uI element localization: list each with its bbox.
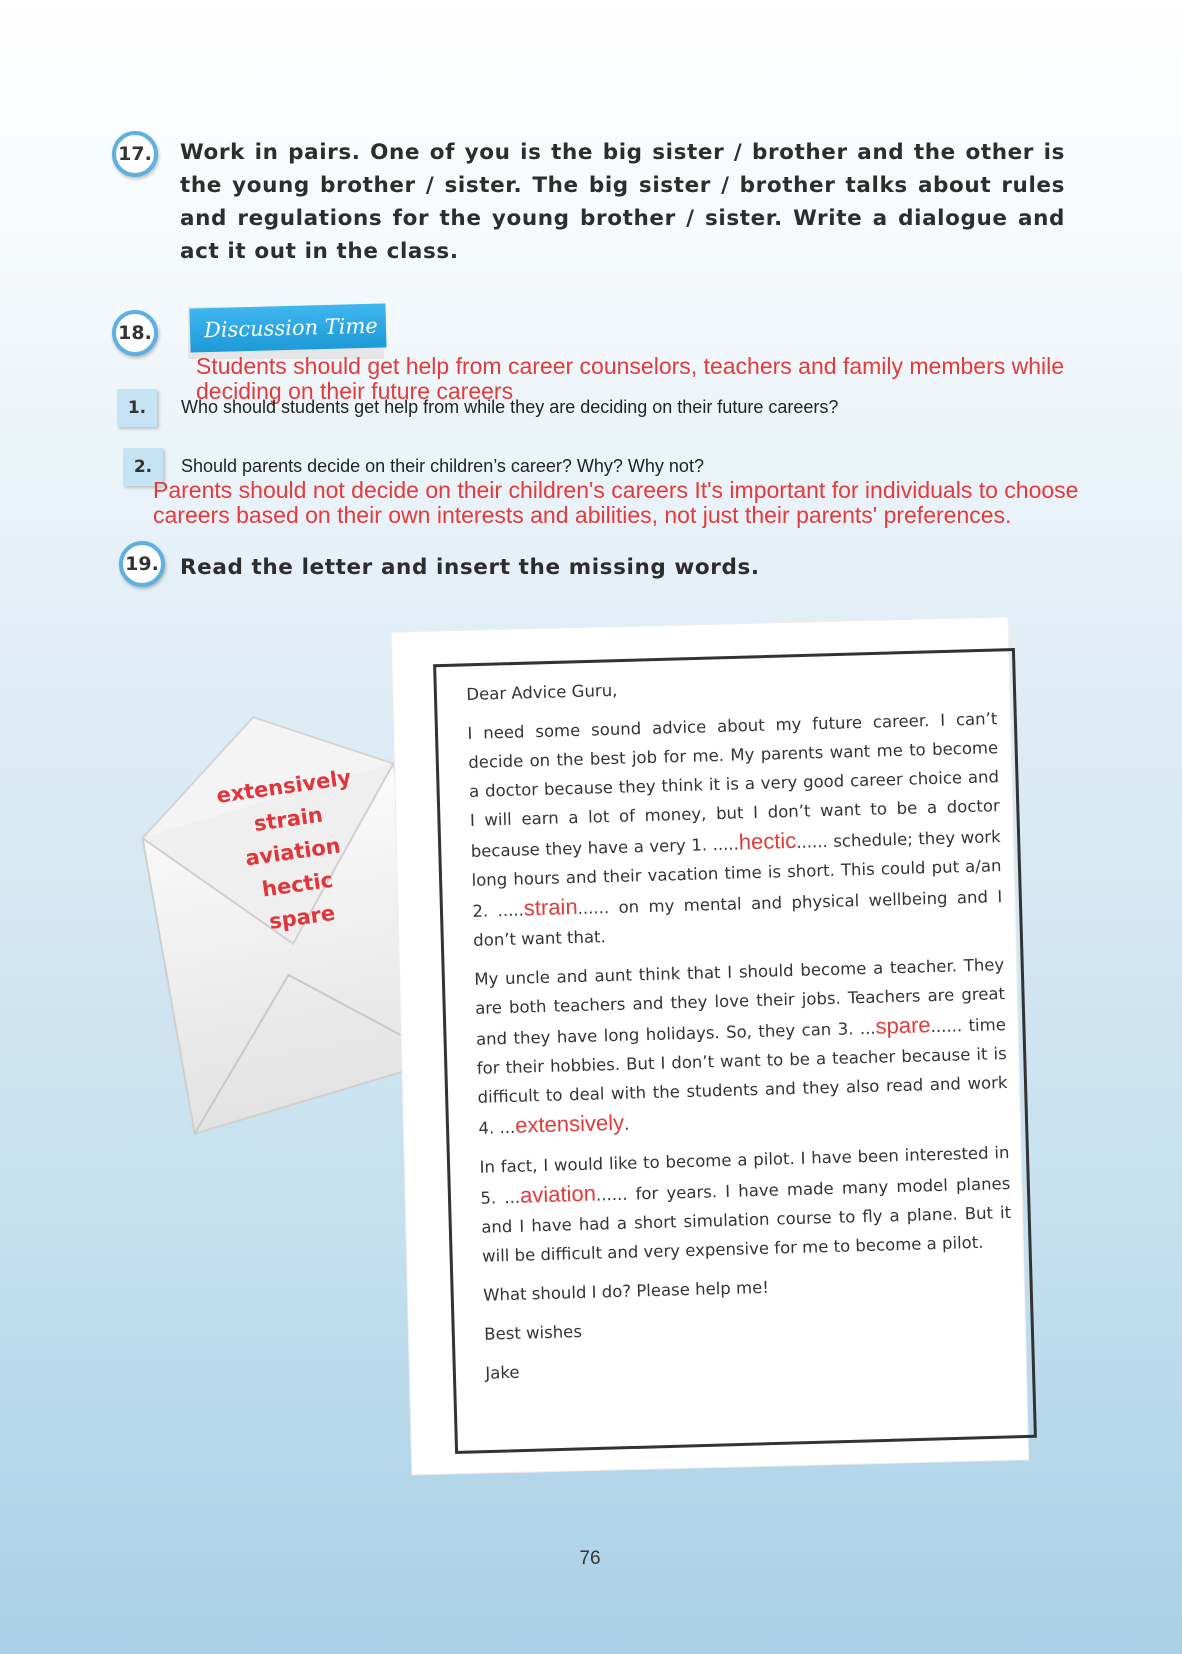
letter-text: time for their hobbies. But I don’t want to be a teacher because it is difficult to deal with the students and they also read and work 4. (476, 1015, 1008, 1138)
page-number: 76 (579, 1548, 601, 1569)
question-2-text: Should parents decide on their children’s career? Why? Why not? (181, 456, 704, 476)
question-2-number: 2. (123, 448, 163, 486)
word-box-item: aviation (243, 833, 343, 871)
blank-3: ...spare...... (859, 1012, 963, 1039)
blank-1-answer: hectic (738, 827, 797, 855)
question-1-number: 1. (117, 389, 157, 427)
letter-body (466, 665, 1016, 1398)
letter-text: My uncle and aunt think that I should become a teacher. They are both teachers and they love their jobs. Teachers are great and they have long holidays. So, they can 3. (474, 955, 1006, 1049)
letter-closing: Best wishes (484, 1322, 583, 1344)
answer-2-line-1: Parents should not decide on their children's careers It's important for individuals to choose (153, 477, 1079, 503)
letter-paragraph-1 (467, 704, 1003, 955)
word-box (207, 760, 379, 944)
answer-1-line-1: Students should get help from career counselors, teachers and family members while (196, 353, 1065, 379)
answer-1-line-2: deciding on their future careers (196, 378, 514, 404)
answer-2-line-2: careers based on their own interests and abilities, not just their parents' preferences. (153, 502, 1012, 528)
letter-text: In fact, I would like to become a pilot. I have been interested in 5. (479, 1143, 1010, 1208)
letter-paragraph-4: What should I do? Please help me! (482, 1277, 770, 1305)
blank-1: .....hectic...... (712, 827, 829, 855)
letter-text: on my mental and physical wellbeing and I don’t want that. (473, 887, 1003, 950)
exercise-17-instructions: Work in pairs. One of you is the big sister / brother and the other is the young brother / sister. The big sister / brother talks about rules and regulations for the young brother / sister. Write a dialogue and act it out in the class. (180, 140, 1065, 264)
word-box-item: extensively (214, 765, 353, 808)
letter-paragraph-3 (479, 1138, 1012, 1271)
letter-paragraph-2 (474, 950, 1009, 1143)
letter-greeting: Dear Advice Guru, (466, 680, 618, 704)
blank-4: ...extensively (499, 1109, 625, 1138)
question-1-text: Who should students get help from while they are deciding on their future careers? (181, 397, 839, 417)
word-box-item: spare (267, 900, 337, 934)
exercise-19-number: 19. (119, 541, 165, 587)
exercise-19-instructions: Read the letter and insert the missing words. (180, 555, 760, 580)
letter-text: I need some sound advice about my future career. I can’t decide on the best job for me. My parents want me to become a doctor because they think it is a very good career choice and I will earn a lot of money, but I don’t want to be a doctor because they have a very 1. (467, 709, 1000, 861)
word-box-item: strain (252, 802, 325, 837)
blank-5: ...aviation...... (504, 1180, 628, 1208)
letter-text: . (623, 1114, 630, 1134)
blank-5-answer: aviation (519, 1180, 597, 1208)
letter-text: for years. I have made many model planes and I have had a short simulation course to fly a plane. But it will be difficult and very expensive for me to become a pilot. (481, 1174, 1012, 1266)
answer-2 (153, 478, 1173, 528)
word-box-item: hectic (260, 867, 335, 902)
letter-signature: Jake (485, 1362, 520, 1383)
exercise-17-number: 17. (112, 131, 158, 177)
blank-2-answer: strain (523, 893, 578, 921)
blank-3-answer: spare (875, 1012, 931, 1039)
blank-2: .....strain...... (497, 893, 610, 921)
exercise-18-number: 18. (112, 310, 158, 356)
letter-text: schedule; they work long hours and their vacation time is short. This could put a/an 2. (471, 827, 1002, 921)
blank-4-answer: extensively (514, 1109, 625, 1138)
discussion-time-badge: Discussion Time (189, 303, 386, 352)
